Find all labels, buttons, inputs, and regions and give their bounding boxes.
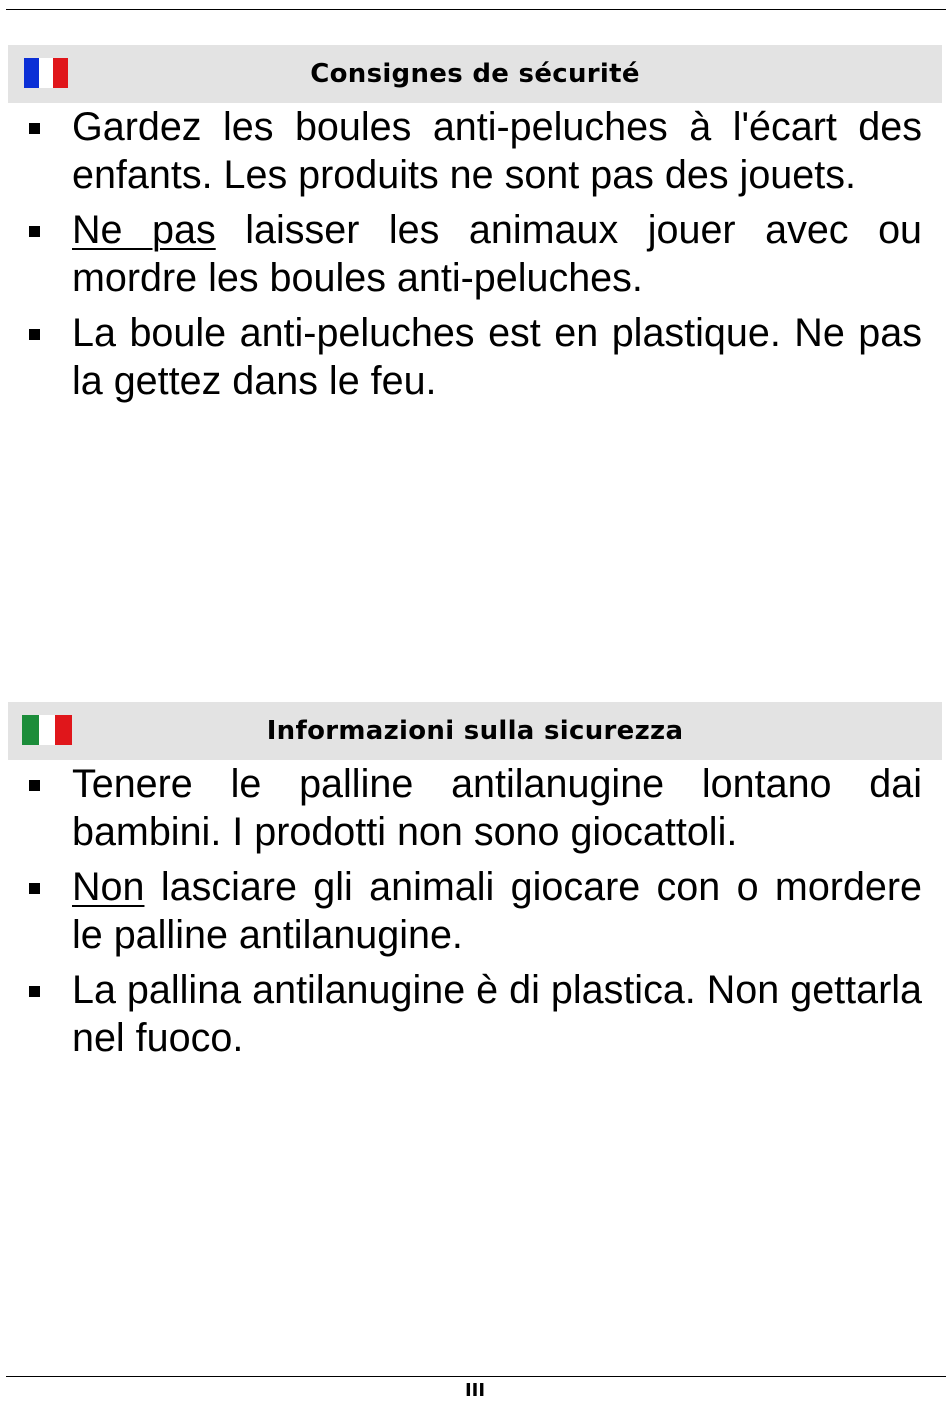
bullet-icon xyxy=(29,986,40,997)
bullet-icon xyxy=(29,780,40,791)
item-text: La pallina antilanugine è di plastica. Non gettarla nel fuoco. xyxy=(72,968,922,1060)
item-emphasis: Non xyxy=(72,865,145,909)
item-emphasis: Ne pas xyxy=(72,208,216,252)
safety-section-italian xyxy=(8,702,942,1069)
item-text: Gardez les boules anti-peluches à l'écart des enfants. Les produits ne sont pas des jouets. xyxy=(72,105,922,197)
section-title: Consignes de sécurité xyxy=(310,59,640,89)
section-title: Informazioni sulla sicurezza xyxy=(266,716,684,746)
item-text: laisser les animaux jouer avec ou mordre les boules anti-peluches. xyxy=(72,208,923,300)
section-header xyxy=(8,702,942,760)
list-item xyxy=(8,206,942,302)
bottom-rule xyxy=(6,1376,946,1377)
item-text: Tenere le palline antilanugine lontano dai bambini. I prodotti non sono giocattoli. xyxy=(72,762,922,854)
bullet-icon xyxy=(29,226,40,237)
page-number: III xyxy=(464,1380,486,1401)
top-rule xyxy=(6,9,946,10)
list-item xyxy=(8,309,942,405)
safety-list xyxy=(8,103,942,405)
safety-section-french xyxy=(8,45,942,412)
safety-list xyxy=(8,760,942,1062)
list-item xyxy=(8,760,942,856)
item-text: La boule anti-peluches est en plastique. Ne pas la gettez dans le feu. xyxy=(72,311,922,403)
list-item xyxy=(8,966,942,1062)
section-header xyxy=(8,45,942,103)
list-item xyxy=(8,863,942,959)
bullet-icon xyxy=(29,123,40,134)
bullet-icon xyxy=(29,883,40,894)
item-text: lasciare gli animali giocare con o mordere le palline antilanugine. xyxy=(72,865,922,957)
bullet-icon xyxy=(29,329,40,340)
list-item xyxy=(8,103,942,199)
